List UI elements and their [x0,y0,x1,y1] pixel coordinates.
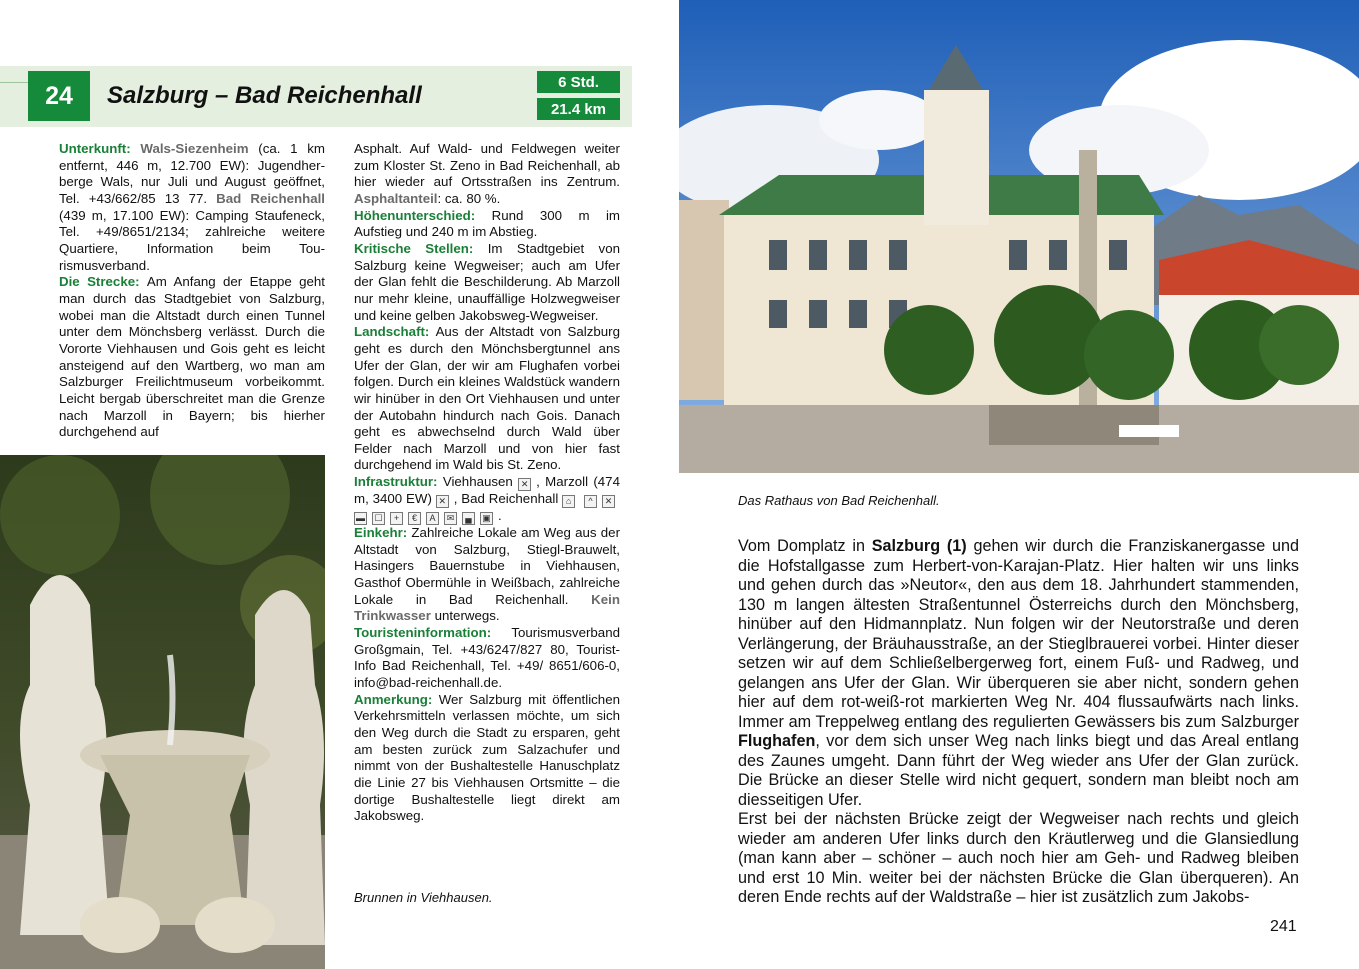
text-run: , vor dem sich unser Weg nach links biegt und das Areal entlang des Zaunes umgeht. Dann führt der Weg wieder ans Ufer der Glan zurück. Die Brücke an dieser Stelle wird nicht gequert, sondern man bleibt noch am diesseitigen Ufer. [738,732,1299,809]
hotel-icon: ⌂ [562,495,575,508]
info-column-middle [354,141,620,825]
pharmacy-icon: A [426,512,439,525]
section-label: Landschaft: [354,324,436,340]
paragraph [354,141,620,208]
place-name: Salzburg (1) [871,537,967,555]
route-description [738,537,1299,908]
text-run: Erst bei der nächsten Brücke zeigt der Wegweiser nach rechts und gleich wieder am anderen Ufer links durch den Kräutlerweg und die Glansiedlung (man kann aber – schöner – auch noch hier am Geh- und Radweg bleiben und erst 10 Min. weiter bei der nächsten Brücke die Glan überqueren). An deren Ende rechts auf der Waldstraße – hier ist zusätzlich zum Jakobs- [738,810,1299,906]
text-run: (439 m, 17.100 EW): Camping Staufeneck, Tel. +49/8651/2134; zahlreiche weitere Quartiere, Information beim Tourismusverband. [59,207,325,273]
euro-bank-icon: € [408,512,421,525]
text-run: Viehhausen [442,474,519,490]
right-photo-caption: Das Rathaus von Bad Reichenhall. [738,493,940,508]
highlight-term: Kein Trinkwasser [354,591,620,624]
info-column-left [59,141,325,441]
restaurant-icon: ✕ [436,495,449,508]
paragraph [354,474,620,525]
paragraph [354,208,620,241]
paragraph [354,525,620,625]
section-label: Touristeninformation: [354,625,512,641]
paragraph [354,241,620,324]
section-label: Einkehr: [354,525,412,541]
text-run: Tourismusverband Großgmain, Tel. +43/6247/827 80, Tourist-Info Bad Reichenhall, Tel. +49/ 8651/606-0, info@bad-reichenhall.de. [354,625,620,691]
paragraph [59,141,325,274]
text-run: Aus der Altstadt von Salzburg geht es durch den Mönchsbergtunnel ans Ufer der Glan, der wir am Flughafen vorbei folgen. Durch ein kleines Waldstück wandern wir hinüber in den Ort Viehhausen und unter der Autobahn hindurch nach Gois. Danach geht es abwechselnd durch Wald über Felder nach Marzoll und von hier fast durchgehend im Wald bis St. Zeno. [354,324,620,473]
text-run: gehen wir durch die Franziskanergasse und die Hofstallgasse zum Herbert-von-Karajan-Platz. Hier halten wir uns links und gehen durch das »Neutor«, den aus dem 18. Jahrhundert stammenden, 130 m langen ältesten Straßentunnel Österreichs durch den Mönchsberg, hinüber auf den Hidmannplatz. Nun folgen wir der Neutorstraße und deren Verlängerung, der Bräuhausstraße, an der Stieglbrauerei vorbei. Hinter dieser setzen wir auf dem Schließelbergerweg fort, einem Fuß- und Radweg, und gelangen ans Ufer der Glan. Wir überqueren sie aber nicht, sondern gehen hier auf dem rot-weiß-rot markierten Weg Nr. 404 flussaufwärts nach links. Immer am Treppelweg entlang des regulierten Gewässers bis zum Salzburger [738,537,1299,731]
paragraph [354,625,620,692]
place-name: Flughafen [738,732,816,750]
shop-icon: ▬ [356,513,365,524]
town-hall-photo [679,0,1359,473]
paragraph [354,692,620,825]
stage-number: 24 [28,71,90,121]
doctor-icon: + [390,512,403,525]
text-run: , Marzoll (474 m, 3400 EW) [354,474,620,507]
restaurant-icon: ✕ [518,478,531,491]
paragraph [59,274,325,441]
train-icon: ▄ [462,512,475,525]
text-run: unterwegs. [430,608,500,624]
text-run: Wer Salzburg mit öffentlichen Verkehrsmitteln verlassen möchte, um sich den Weg durch die Stadt zu ersparen, geht am besten zurück zum Salzachufer und nimmt von der Bushaltestelle Hanuschplatz die Linie 27 bis Viehhausen Ortsmitte – die dortige Bushaltestelle liegt direkt am Jakobsweg. [354,691,620,824]
header-rule [0,82,28,83]
text-run: Am Anfang der Etappe geht man durch das Stadtgebiet von Salzburg, wobei man die Altstadt durch einen Tunnel unter dem Mönchsberg verlässt. Durch die Vororte Viehhausen und Gois geht es leicht ansteigend auf den Wartberg, wo man am Salzburger Freilichtmuseum vorbeikommt. Leicht bergab überschreitet man die Grenze nach Marzoll in Bayern; bis hierher durchgehend auf [59,274,326,440]
page-number: 241 [1270,918,1297,935]
text-run: Vom Domplatz in [738,537,872,555]
section-label: Anmerkung: [354,691,439,707]
section-label: Höhenunterschied: [354,207,492,223]
highlight-term: Wals-Siezenheim [140,141,249,156]
bus-icon: ▣ [480,512,493,525]
fountain-photo [0,455,325,969]
restaurant-icon: ✕ [602,495,615,508]
post-icon: ✉ [444,512,457,525]
section-label: Unterkunft: [59,141,141,156]
section-label: Die Strecke: [59,274,147,290]
text-run: . [498,508,502,524]
text-run: (ca. 1 km entfernt, 446 m, 12.700 EW): Jugendherberge Wals, nur Juli und August geöffnet, Tel. +43/662/85 13 77. [59,141,326,206]
highlight-term: Asphaltanteil [354,190,438,206]
text-run: : ca. 80 %. [437,190,501,206]
paragraph [738,810,1299,908]
stage-title: Salzburg – Bad Reichenhall [107,82,422,109]
paragraph [738,537,1299,810]
text-run: Asphalt. Auf Wald- und Feldwegen weiter zum Kloster St. Zeno in Bad Reichenhall, ab hier wieder auf Ortsstraßen ins Zentrum. [354,141,620,190]
text-run: Rund 300 m im Aufstieg und 240 m im Abstieg. [354,207,620,240]
section-label: Kritische Stellen: [354,240,488,256]
left-photo-caption: Brunnen in Viehhausen. [354,890,493,905]
distance-badge: 21.4 km [537,98,620,120]
highlight-term: Bad Reichenhall [216,190,325,206]
cafe-icon: ☐ [372,512,385,525]
text-run: Zahlreiche Lokale am Weg aus der Altstadt von Salzburg, Stiegl-Brauwelt, Hasingers Bauernstube in Viehhausen, Gasthof Obermühle in Weißbach, zahlreiche Lokale in Bad Reichenhall. [354,525,620,607]
section-label: Infrastruktur: [354,474,443,490]
text-run: , Bad Reichenhall [453,491,563,507]
duration-badge: 6 Std. [537,71,620,93]
hostel-icon: ^ [584,495,597,508]
paragraph [354,324,620,474]
text-run: Im Stadtgebiet von Salzburg keine Wegweiser; auch am Ufer der Glan fehlt die Beschilderung. Ab Marzoll nur mehr kleine, unauffällige Holzwegweiser und keine gelben Jakobsweg-Wegweiser. [354,240,620,323]
